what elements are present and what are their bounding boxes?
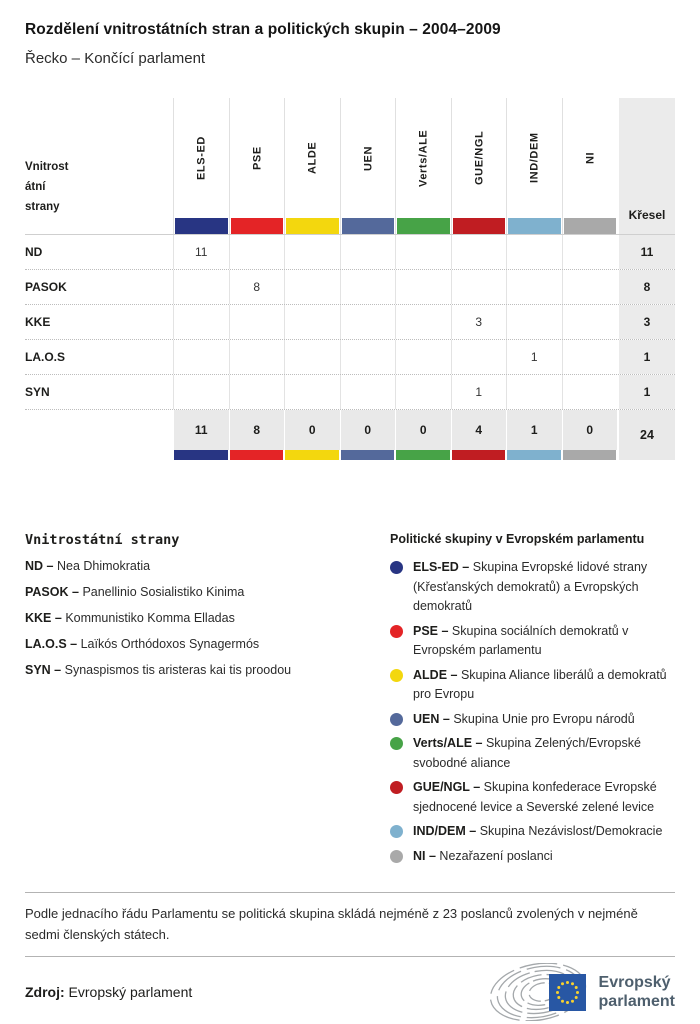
column-header-uen — [340, 98, 396, 234]
group-abbr: Verts/ALE – — [413, 736, 483, 750]
party-label: LA.O.S — [25, 350, 66, 364]
group-color-bar — [452, 450, 506, 460]
totals-cell: 0 — [284, 410, 340, 450]
party-name: Synaspismos tis aristeras kai tis proodou — [64, 663, 292, 677]
table-cell — [562, 340, 618, 374]
political-groups-legend-title: Politické skupiny v Evropském parlamentu — [390, 532, 645, 546]
table-cell — [395, 375, 451, 409]
table-cell — [229, 235, 285, 269]
table-cell — [562, 375, 618, 409]
column-header-alde — [284, 98, 340, 234]
table-row-nd — [25, 235, 675, 270]
column-header-label: ELS-ED — [195, 136, 208, 180]
party-name: Kommunistiko Komma Elladas — [65, 611, 235, 625]
group-abbr: PSE – — [413, 623, 449, 638]
corner-header-line: átní — [25, 180, 46, 193]
totals-cell: 4 — [451, 410, 507, 450]
divider — [25, 956, 675, 957]
table-cell — [173, 375, 229, 409]
ep-logo-line2: parlament — [598, 993, 675, 1010]
table-header-row — [25, 98, 675, 235]
column-header-verts-ale — [395, 98, 451, 234]
totals-label-cell — [25, 410, 173, 460]
source-label: Zdroj: — [25, 984, 65, 1000]
ep-logo-wordmark — [599, 973, 675, 1011]
totals-seats-cell: 24 — [619, 410, 675, 460]
group-color-bar — [564, 218, 617, 234]
totals-cell: 8 — [229, 410, 285, 450]
table-cell — [395, 235, 451, 269]
ep-hemicycle-icon — [487, 963, 591, 1021]
legend-item-pasok — [25, 584, 365, 600]
totals-cell: 0 — [340, 410, 396, 450]
table-cell — [340, 235, 396, 269]
legend-item-ind-dem — [390, 822, 675, 842]
group-abbr: GUE/NGL – — [413, 780, 481, 794]
table-row-laos — [25, 340, 675, 375]
group-color-bar — [174, 450, 228, 460]
group-color-bar — [397, 218, 450, 234]
table-cell — [395, 270, 451, 304]
table-cell — [229, 340, 285, 374]
political-groups-legend-items — [390, 558, 675, 866]
group-color-bar — [231, 218, 284, 234]
table-cell — [284, 270, 340, 304]
column-header-els-ed — [173, 98, 229, 234]
group-color-bar — [286, 218, 339, 234]
party-abbr: LA.O.S – — [25, 637, 78, 651]
pse-color-dot-icon — [390, 625, 403, 638]
page-title: Rozdělení vnitrostátních stran a politických skupin – 2004–2009 — [25, 21, 501, 38]
group-abbr: NI – — [413, 848, 436, 863]
corner-header-line: strany — [25, 200, 60, 213]
party-label: KKE — [25, 315, 51, 329]
party-abbr: PASOK – — [25, 585, 79, 599]
gue-ngl-color-dot-icon — [390, 781, 403, 794]
table-cell — [229, 305, 285, 339]
legend-section — [25, 532, 675, 871]
table-cell: 11 — [173, 235, 229, 269]
table-cell — [506, 375, 562, 409]
group-abbr: UEN – — [413, 711, 450, 726]
legend-item-els-ed — [390, 558, 675, 617]
distribution-table — [25, 98, 675, 460]
legend-item-pse — [390, 622, 675, 661]
party-label: SYN — [25, 385, 50, 399]
group-desc: Skupina Unie pro Evropu národů — [453, 711, 635, 726]
national-parties-legend-title: Vnitrostátní strany — [25, 532, 180, 548]
group-color-bar — [508, 218, 561, 234]
verts-ale-color-dot-icon — [390, 737, 403, 750]
group-desc: Skupina Nezávislost/Demokracie — [479, 824, 663, 838]
footer — [25, 892, 675, 1023]
table-cell: 1 — [451, 375, 507, 409]
party-name: Panellinio Sosialistiko Kinima — [82, 585, 245, 599]
ep-logo-line1: Evropský — [598, 974, 671, 991]
table-cell — [340, 375, 396, 409]
group-desc: Skupina sociálních demokratů v Evropském parlamentu — [413, 623, 629, 657]
political-groups-legend — [365, 532, 675, 871]
legend-item-ni — [390, 847, 675, 867]
table-cell — [173, 270, 229, 304]
group-color-bar — [341, 450, 395, 460]
legend-item-kke — [25, 610, 365, 626]
corner-header-line: Vnitrost — [25, 160, 69, 173]
els-ed-color-dot-icon — [390, 561, 403, 574]
group-desc: Skupina Evropské lidové strany (Křesťanských demokratů) a Evropských demokratů — [413, 560, 648, 613]
table-cell — [340, 305, 396, 339]
column-header-label: UEN — [361, 145, 374, 171]
table-cell: 1 — [506, 340, 562, 374]
table-cell — [451, 270, 507, 304]
table-cell: 3 — [451, 305, 507, 339]
group-color-bar — [175, 218, 228, 234]
group-desc: Skupina Zelených/Evropské svobodné aliance — [413, 736, 641, 770]
page-subtitle: Řecko – Končící parlament — [25, 50, 206, 67]
table-cell — [284, 340, 340, 374]
corner-header — [25, 98, 173, 234]
party-name: Nea Dhimokratia — [56, 559, 151, 573]
column-header-ni — [562, 98, 618, 234]
group-color-bar — [453, 218, 506, 234]
totals-cell: 0 — [395, 410, 451, 450]
table-cell — [340, 270, 396, 304]
seats-cell: 8 — [619, 270, 675, 304]
group-abbr: IND/DEM – — [413, 824, 477, 838]
group-color-bar — [230, 450, 284, 460]
column-header-ind-dem — [506, 98, 562, 234]
seats-cell: 11 — [619, 235, 675, 269]
uen-color-dot-icon — [390, 713, 403, 726]
table-cell — [562, 305, 618, 339]
group-color-bar — [285, 450, 339, 460]
source-row — [25, 961, 675, 1023]
column-header-gue-ngl — [451, 98, 507, 234]
column-header-label: PSE — [250, 146, 263, 170]
table-cell — [395, 340, 451, 374]
table-cell — [451, 235, 507, 269]
legend-item-syn — [25, 662, 365, 678]
group-desc: Skupina konfederace Evropské sjednocené levice a Severské zelené levice — [413, 780, 657, 814]
table-row-syn — [25, 375, 675, 410]
legend-item-alde — [390, 666, 675, 705]
group-color-bar — [342, 218, 395, 234]
totals-cell: 11 — [173, 410, 229, 450]
group-abbr: ALDE – — [413, 667, 458, 682]
seats-column-header: Křesel — [619, 98, 675, 234]
table-row-kke — [25, 305, 675, 340]
group-color-bar — [396, 450, 450, 460]
ind-dem-color-dot-icon — [390, 825, 403, 838]
seats-cell: 1 — [619, 375, 675, 409]
table-cell — [562, 235, 618, 269]
divider — [25, 892, 675, 893]
column-header-pse — [229, 98, 285, 234]
alde-color-dot-icon — [390, 669, 403, 682]
column-header-label: ALDE — [306, 141, 319, 175]
group-desc: Skupina Aliance liberálů a demokratů pro Evropu — [413, 667, 667, 701]
legend-item-uen — [390, 710, 675, 730]
party-label: ND — [25, 245, 43, 259]
seats-cell: 3 — [619, 305, 675, 339]
european-parliament-logo — [487, 963, 675, 1021]
national-parties-legend — [25, 532, 365, 871]
table-row-pasok — [25, 270, 675, 305]
table-cell — [173, 305, 229, 339]
table-cell — [506, 305, 562, 339]
table-cell — [506, 235, 562, 269]
party-name: Laïkós Orthódoxos Synagermós — [80, 637, 260, 651]
totals-cell: 0 — [562, 410, 618, 450]
column-header-label: NI — [583, 151, 596, 165]
group-color-bar — [563, 450, 617, 460]
group-abbr: ELS-ED – — [413, 560, 470, 574]
seats-cell: 1 — [619, 340, 675, 374]
table-cell — [395, 305, 451, 339]
table-cell: 8 — [229, 270, 285, 304]
table-cell — [284, 305, 340, 339]
ni-color-dot-icon — [390, 850, 403, 863]
group-desc: Nezařazení poslanci — [439, 848, 553, 863]
source-text — [25, 984, 192, 1000]
legend-item-verts-ale — [390, 734, 675, 773]
table-cell — [451, 340, 507, 374]
group-color-bar — [507, 450, 561, 460]
footnote: Podle jednacího řádu Parlamentu se politická skupina skládá nejméně z 23 poslanců zvolených v nejméně sedmi členských státech. — [25, 906, 638, 942]
table-totals-row — [25, 410, 675, 460]
legend-item-gue-ngl — [390, 778, 675, 817]
table-cell — [173, 340, 229, 374]
legend-item-laos — [25, 636, 365, 652]
table-cell — [284, 235, 340, 269]
party-abbr: ND – — [25, 559, 54, 573]
table-cell — [229, 375, 285, 409]
table-cell — [506, 270, 562, 304]
party-abbr: SYN – — [25, 663, 62, 677]
party-abbr: KKE – — [25, 611, 62, 625]
table-cell — [284, 375, 340, 409]
table-cell — [562, 270, 618, 304]
column-header-label: IND/DEM — [528, 132, 541, 184]
party-label: PASOK — [25, 280, 67, 294]
column-header-label: GUE/NGL — [472, 130, 485, 186]
column-header-label: Verts/ALE — [417, 129, 430, 187]
legend-item-nd — [25, 558, 365, 574]
totals-cell: 1 — [506, 410, 562, 450]
table-cell — [340, 340, 396, 374]
page — [0, 21, 700, 1023]
source-value: Evropský parlament — [68, 984, 193, 1000]
